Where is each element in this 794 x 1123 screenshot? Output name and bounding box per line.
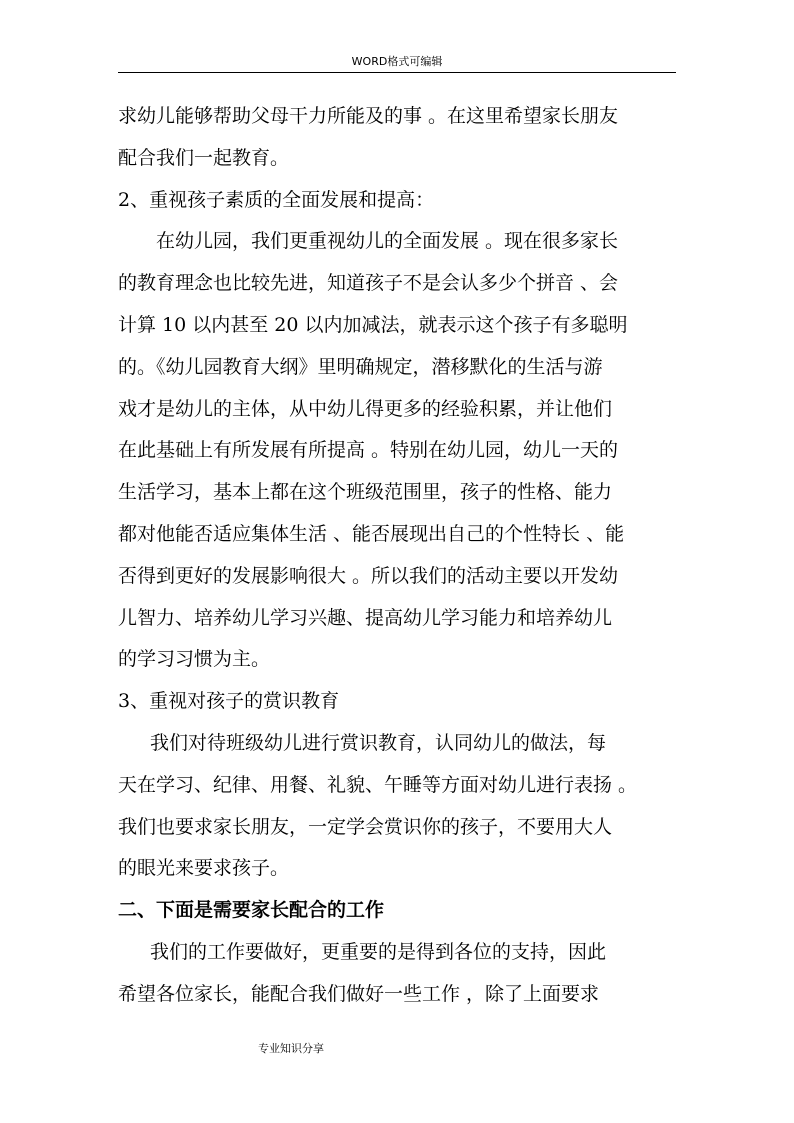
section-heading-bold: 二、下面是需要家长配合的工作 — [118, 899, 385, 922]
paragraph-line: 希望各位家长，能配合我们做好一些工作 ，除了上面要求 — [118, 982, 600, 1005]
paragraph-line: 在此基础上有所发展有所提高 。特别在幼儿园，幼儿一天的 — [118, 439, 619, 462]
paragraph-line: 天在学习、纪律、用餐、礼貌、午睡等方面对幼儿进行表扬 。 — [118, 773, 638, 796]
paragraph-line: 我们也要求家长朋友，一定学会赏识你的孩子，不要用大人 — [118, 815, 613, 838]
paragraph-line: 生活学习，基本上都在这个班级范围里，孩子的性格、能力 — [118, 481, 613, 504]
paragraph-line: 否得到更好的发展影响很大 。所以我们的活动主要以开发幼 — [118, 564, 619, 587]
paragraph-line: 求幼儿能够帮助父母干力所能及的事 。在这里希望家长朋友 — [118, 105, 619, 127]
paragraph-line: 的。《幼儿园教育大纲》里明确规定，潜移默化的生活与游 — [118, 355, 603, 378]
page-header: WORD格式可编辑 — [118, 52, 676, 73]
paragraph-line: 都对他能否适应集体生活 、能否展现出自己的个性特长 、能 — [118, 522, 625, 545]
paragraph-line: 我们对待班级幼儿进行赏识教育，认同幼儿的做法，每 — [150, 731, 607, 754]
paragraph-line: 儿智力、培养幼儿学习兴趣、提高幼儿学习能力和培养幼儿 — [118, 606, 613, 629]
paragraph-line: 的眼光来要求孩子。 — [118, 857, 290, 880]
paragraph-line: 的学习习惯为主。 — [118, 648, 271, 671]
page-footer: 专业知识分享 — [258, 1042, 324, 1055]
paragraph-line: 配合我们一起教育。 — [118, 146, 290, 169]
paragraph-line: 戏才是幼儿的主体，从中幼儿得更多的经验积累，并让他们 — [118, 397, 613, 420]
paragraph-line: 我们的工作要做好，更重要的是得到各位的支持，因此 — [150, 940, 607, 963]
section-heading: 2、重视孩子素质的全面发展和提高： — [118, 188, 435, 211]
section-heading: 3、重视对孩子的赏识教育 — [118, 690, 340, 713]
paragraph-line: 在幼儿园，我们更重视幼儿的全面发展 。现在很多家长 — [156, 230, 619, 253]
paragraph-line: 计算 10 以内甚至 20 以内加减法，就表示这个孩子有多聪明 — [118, 313, 628, 336]
document-body — [118, 96, 676, 1016]
paragraph-line: 的教育理念也比较先进，知道孩子不是会认多少个拼音 、会 — [118, 272, 619, 295]
